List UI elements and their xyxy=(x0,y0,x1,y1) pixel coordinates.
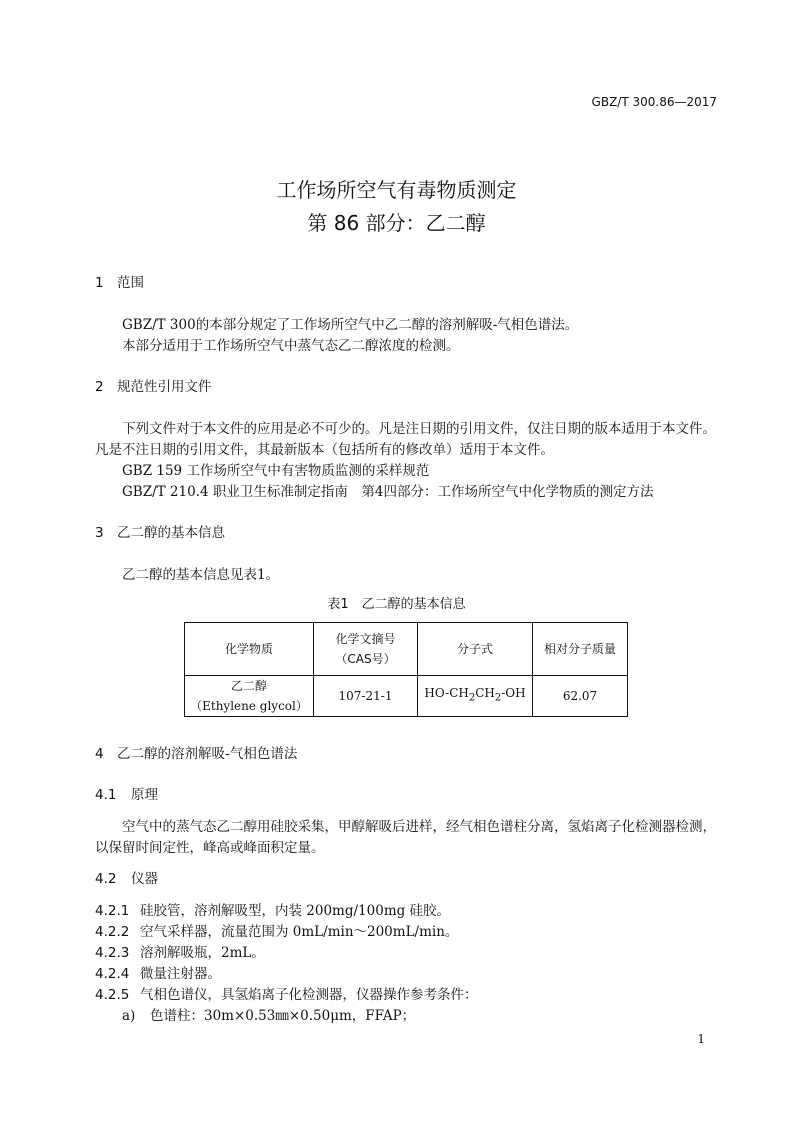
item-text: 硅胶管，溶剂解吸型，内装 200mg/100mg 硅胶。 xyxy=(140,903,451,919)
section-title: 范围 xyxy=(117,275,144,291)
subitem-label: a) xyxy=(122,1008,136,1024)
formula-part-3: -OH xyxy=(501,686,526,701)
substance-name-cn: 乙二醇 xyxy=(230,679,267,693)
table-row xyxy=(185,676,628,717)
section-number: 4 xyxy=(95,746,104,762)
list-subitem xyxy=(122,1004,415,1024)
subsection-title: 仪器 xyxy=(131,871,158,887)
subsection-title: 原理 xyxy=(131,787,158,803)
section-number: 2 xyxy=(95,379,104,395)
reference-gbz-159: GBZ 159 工作场所空气中有害物质监测的采样规范 xyxy=(122,463,430,479)
subsection-number: 4.1 xyxy=(95,787,117,803)
header-cas-line-2: （CAS号） xyxy=(335,652,396,666)
page-number: 1 xyxy=(697,1032,705,1046)
list-item xyxy=(95,920,458,940)
subsection-4-2-heading xyxy=(95,867,158,887)
cell-formula xyxy=(418,676,533,717)
table-header-row xyxy=(185,623,628,676)
cell-substance xyxy=(185,676,314,717)
item-text: 空气采样器，流量范围为 0mL/min～200mL/min。 xyxy=(140,924,459,940)
header-formula: 分子式 xyxy=(418,623,533,676)
section-number: 3 xyxy=(95,525,104,541)
scope-paragraph-1: GBZ/T 300的本部分规定了工作场所空气中乙二醇的溶剂解吸-气相色谱法。 xyxy=(122,317,579,333)
item-text: 溶剂解吸瓶，2mL。 xyxy=(140,945,265,961)
cell-cas-number: 107-21-1 xyxy=(314,676,418,717)
substance-name-en: （Ethylene glycol） xyxy=(190,699,308,713)
references-paragraph-line-2: 凡是不注日期的引用文件，其最新版本（包括所有的修改单）适用于本文件。 xyxy=(95,442,554,458)
document-title: 工作场所空气有毒物质测定 xyxy=(276,178,517,202)
header-cas-line-1: 化学文摘号 xyxy=(335,632,396,646)
section-1-heading xyxy=(95,271,144,291)
header-molecular-mass: 相对分子质量 xyxy=(533,623,628,676)
reference-gbzt-210-4: GBZ/T 210.4 职业卫生标准制定指南 第4四部分：工作场所空气中化学物质的测定方法 xyxy=(122,484,654,500)
formula-part-1: HO-CH xyxy=(424,686,469,701)
section-3-heading xyxy=(95,521,225,541)
principle-paragraph-line-1: 空气中的蒸气态乙二醇用硅胶采集，甲醇解吸后进样，经气相色谱柱分离，氢焰离子化检测器检测， xyxy=(122,819,716,835)
list-item xyxy=(95,899,450,919)
subitem-text: 色谱柱：30m×0.53㎜×0.50μm，FFAP； xyxy=(150,1008,416,1024)
subsection-number: 4.2 xyxy=(95,871,117,887)
subsection-4-1-heading xyxy=(95,783,158,803)
section-number: 1 xyxy=(95,275,104,291)
header-substance: 化学物质 xyxy=(185,623,314,676)
references-paragraph-line-1: 下列文件对于本文件的应用是必不可少的。凡是注日期的引用文件，仅注日期的版本适用于本文件。 xyxy=(122,421,716,437)
item-number: 4.2.4 xyxy=(95,966,130,982)
basic-info-paragraph: 乙二醇的基本信息见表1。 xyxy=(122,567,280,583)
principle-paragraph-line-2: 以保留时间定性，峰高或峰面积定量。 xyxy=(95,840,325,856)
header-cas xyxy=(314,623,418,676)
item-text: 微量注射器。 xyxy=(140,966,221,982)
cell-molecular-mass: 62.07 xyxy=(533,676,628,717)
item-number: 4.2.1 xyxy=(95,903,130,919)
table-caption: 表1 乙二醇的基本信息 xyxy=(327,597,466,612)
item-number: 4.2.2 xyxy=(95,924,130,940)
section-title: 规范性引用文件 xyxy=(117,379,212,395)
formula-subscript-1: 2 xyxy=(468,692,476,704)
section-title: 乙二醇的溶剂解吸-气相色谱法 xyxy=(117,746,298,762)
list-item xyxy=(95,983,478,1003)
basic-info-table xyxy=(184,622,628,717)
item-number: 4.2.5 xyxy=(95,987,130,1003)
section-2-heading xyxy=(95,375,212,395)
formula-part-2: CH xyxy=(475,686,495,701)
section-title: 乙二醇的基本信息 xyxy=(117,525,225,541)
item-number: 4.2.3 xyxy=(95,945,130,961)
section-4-heading xyxy=(95,742,297,762)
list-item xyxy=(95,941,265,961)
scope-paragraph-2: 本部分适用于工作场所空气中蒸气态乙二醇浓度的检测。 xyxy=(122,338,460,354)
list-item xyxy=(95,962,221,982)
item-text: 气相色谱仪，具氢焰离子化检测器，仪器操作参考条件： xyxy=(140,987,478,1003)
formula-subscript-2: 2 xyxy=(494,692,502,704)
standard-code-header: GBZ/T 300.86—2017 xyxy=(591,95,717,109)
document-subtitle: 第 86 部分：乙二醇 xyxy=(307,211,486,235)
